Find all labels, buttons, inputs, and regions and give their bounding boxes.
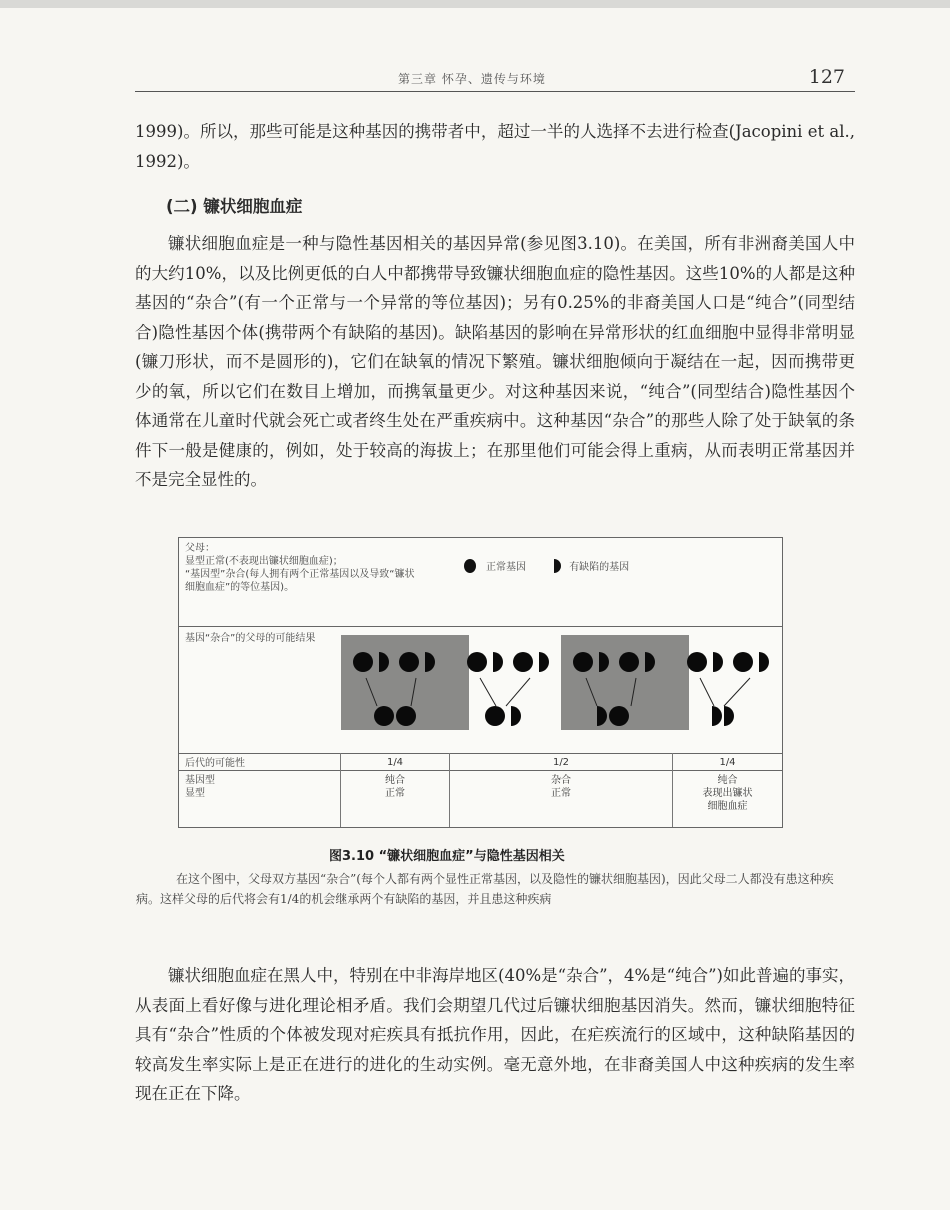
normal-gene-icon [573, 652, 593, 672]
figure-3-10 [178, 537, 783, 828]
normal-gene-icon [513, 652, 533, 672]
defective-gene-icon [539, 652, 549, 672]
figure-caption-body: 在这个图中，父母双方基因“杂合”(每个人都有两个显性正常基因，以及隐性的镰状细胞基因)，因此父母二人都没有患这种疾病。这样父母的后代将会有1/4的机会继承两个有缺陷的基因，并且患这种疾病 [136, 872, 834, 906]
normal-gene-icon [467, 652, 487, 672]
normal-gene-icon [374, 706, 394, 726]
result-heterozygous: 杂合 正常 [551, 775, 571, 799]
running-head: 第三章 怀孕、遗传与环境 [398, 72, 546, 86]
paragraph-malaria-evolution: 镰状细胞血症在黑人中，特别在中非海岸地区(40%是“杂合”，4%是“纯合”)如此普遍的事实，从表面上看好像与进化理论相矛盾。我们会期望几代过后镰状细胞基因消失。然而，镰状细胞特征具有“杂合”性质的个体被发现对疟疾具有抵抗作用，因此，在疟疾流行的区域中，这种缺陷基因的较高发生率实际上是正在进行的进化的生动实例。毫无意外地，在非裔美国人中这种疾病的发生率现在正在下降。 [135, 966, 855, 1103]
normal-gene-icon [733, 652, 753, 672]
defective-gene-icon [425, 652, 435, 672]
figure-divider [179, 770, 782, 771]
probability-homozygous-normal: 1/4 [386, 757, 404, 768]
figure-divider [179, 753, 782, 754]
paragraph-sickle-cell-intro: 镰状细胞血症是一种与隐性基因相关的基因异常(参见图3.10)。在美国，所有非洲裔美国人中的大约10%，以及比例更低的白人中都携带导致镰状细胞血症的隐性基因。这些10%的人都是这种基因的“杂合”(有一个正常与一个异常的等位基因)；另有0.25%的非裔美国人口是“纯合”(同型结合)隐性基因个体(携带两个有缺陷的基因)。缺陷基因的影响在异常形状的红血细胞中显得非常明显(镰刀形状，而不是圆形的)，它们在缺氧的情况下繁殖。镰状细胞倾向于凝结在一起，因而携带更少的氧，所以它们在数目上增加，而携氧量更少。对这种基因来说，“纯合”(同型结合)隐性基因个体通常在儿童时代就会死亡或者终生处在严重疾病中。这种基因“杂合”的那些人除了处于缺氧的条件下一般是健康的，例如，处于较高的海拔上；在那里他们可能会得上重病，从而表明正常基因并不是完全显性的。 [135, 234, 855, 489]
defective-gene-icon [759, 652, 769, 672]
figure-outcome-label: 基因“杂合”的父母的可能结果 [185, 633, 316, 644]
defective-gene-icon [645, 652, 655, 672]
normal-gene-icon [609, 706, 629, 726]
section-heading: (二) 镰状细胞血症 [166, 197, 303, 216]
probability-homozygous-sickle: 1/4 [719, 757, 736, 768]
normal-gene-icon [396, 706, 416, 726]
legend-defective-label: 有缺陷的基因 [569, 562, 630, 573]
normal-gene-icon [619, 652, 639, 672]
defective-gene-icon [724, 706, 734, 726]
defective-gene-icon [379, 652, 389, 672]
normal-gene-icon [353, 652, 373, 672]
probability-heterozygous: 1/2 [552, 757, 570, 768]
page-top-edge [0, 0, 950, 8]
result-homozygous-sickle: 纯合 表现出镰状 细胞血症 [702, 775, 753, 812]
figure-probability-label: 后代的可能性 [185, 758, 245, 769]
page-number: 127 [808, 66, 845, 88]
normal-gene-icon [687, 652, 707, 672]
figure-genotype-label: 基因型 显型 [185, 775, 215, 799]
defective-gene-icon [511, 706, 521, 726]
legend-normal-label: 正常基因 [486, 562, 526, 573]
gene-inheritance-diagram [179, 538, 782, 753]
defective-gene-icon [599, 652, 609, 672]
defective-gene-icon [597, 706, 607, 726]
normal-gene-icon [485, 706, 505, 726]
normal-gene-icon [399, 652, 419, 672]
result-homozygous-normal: 纯合 正常 [385, 775, 405, 799]
defective-gene-icon [713, 652, 723, 672]
figure-parents-label: 父母： 显型正常(不表现出镰状细胞血症)； “基因型”杂合(每人拥有两个正常基因以及导致“镰状细胞血症”的等位基因)。 [185, 543, 415, 593]
defective-gene-icon [712, 706, 722, 726]
paragraph-continuation: 1999)。所以，那些可能是这种基因的携带者中，超过一半的人选择不去进行检查(Jacopini et al., 1992)。 [135, 122, 855, 171]
defective-gene-icon [493, 652, 503, 672]
header-rule [135, 91, 855, 92]
figure-caption-title: 图3.10 “镰状细胞血症”与隐性基因相关 [329, 849, 565, 864]
